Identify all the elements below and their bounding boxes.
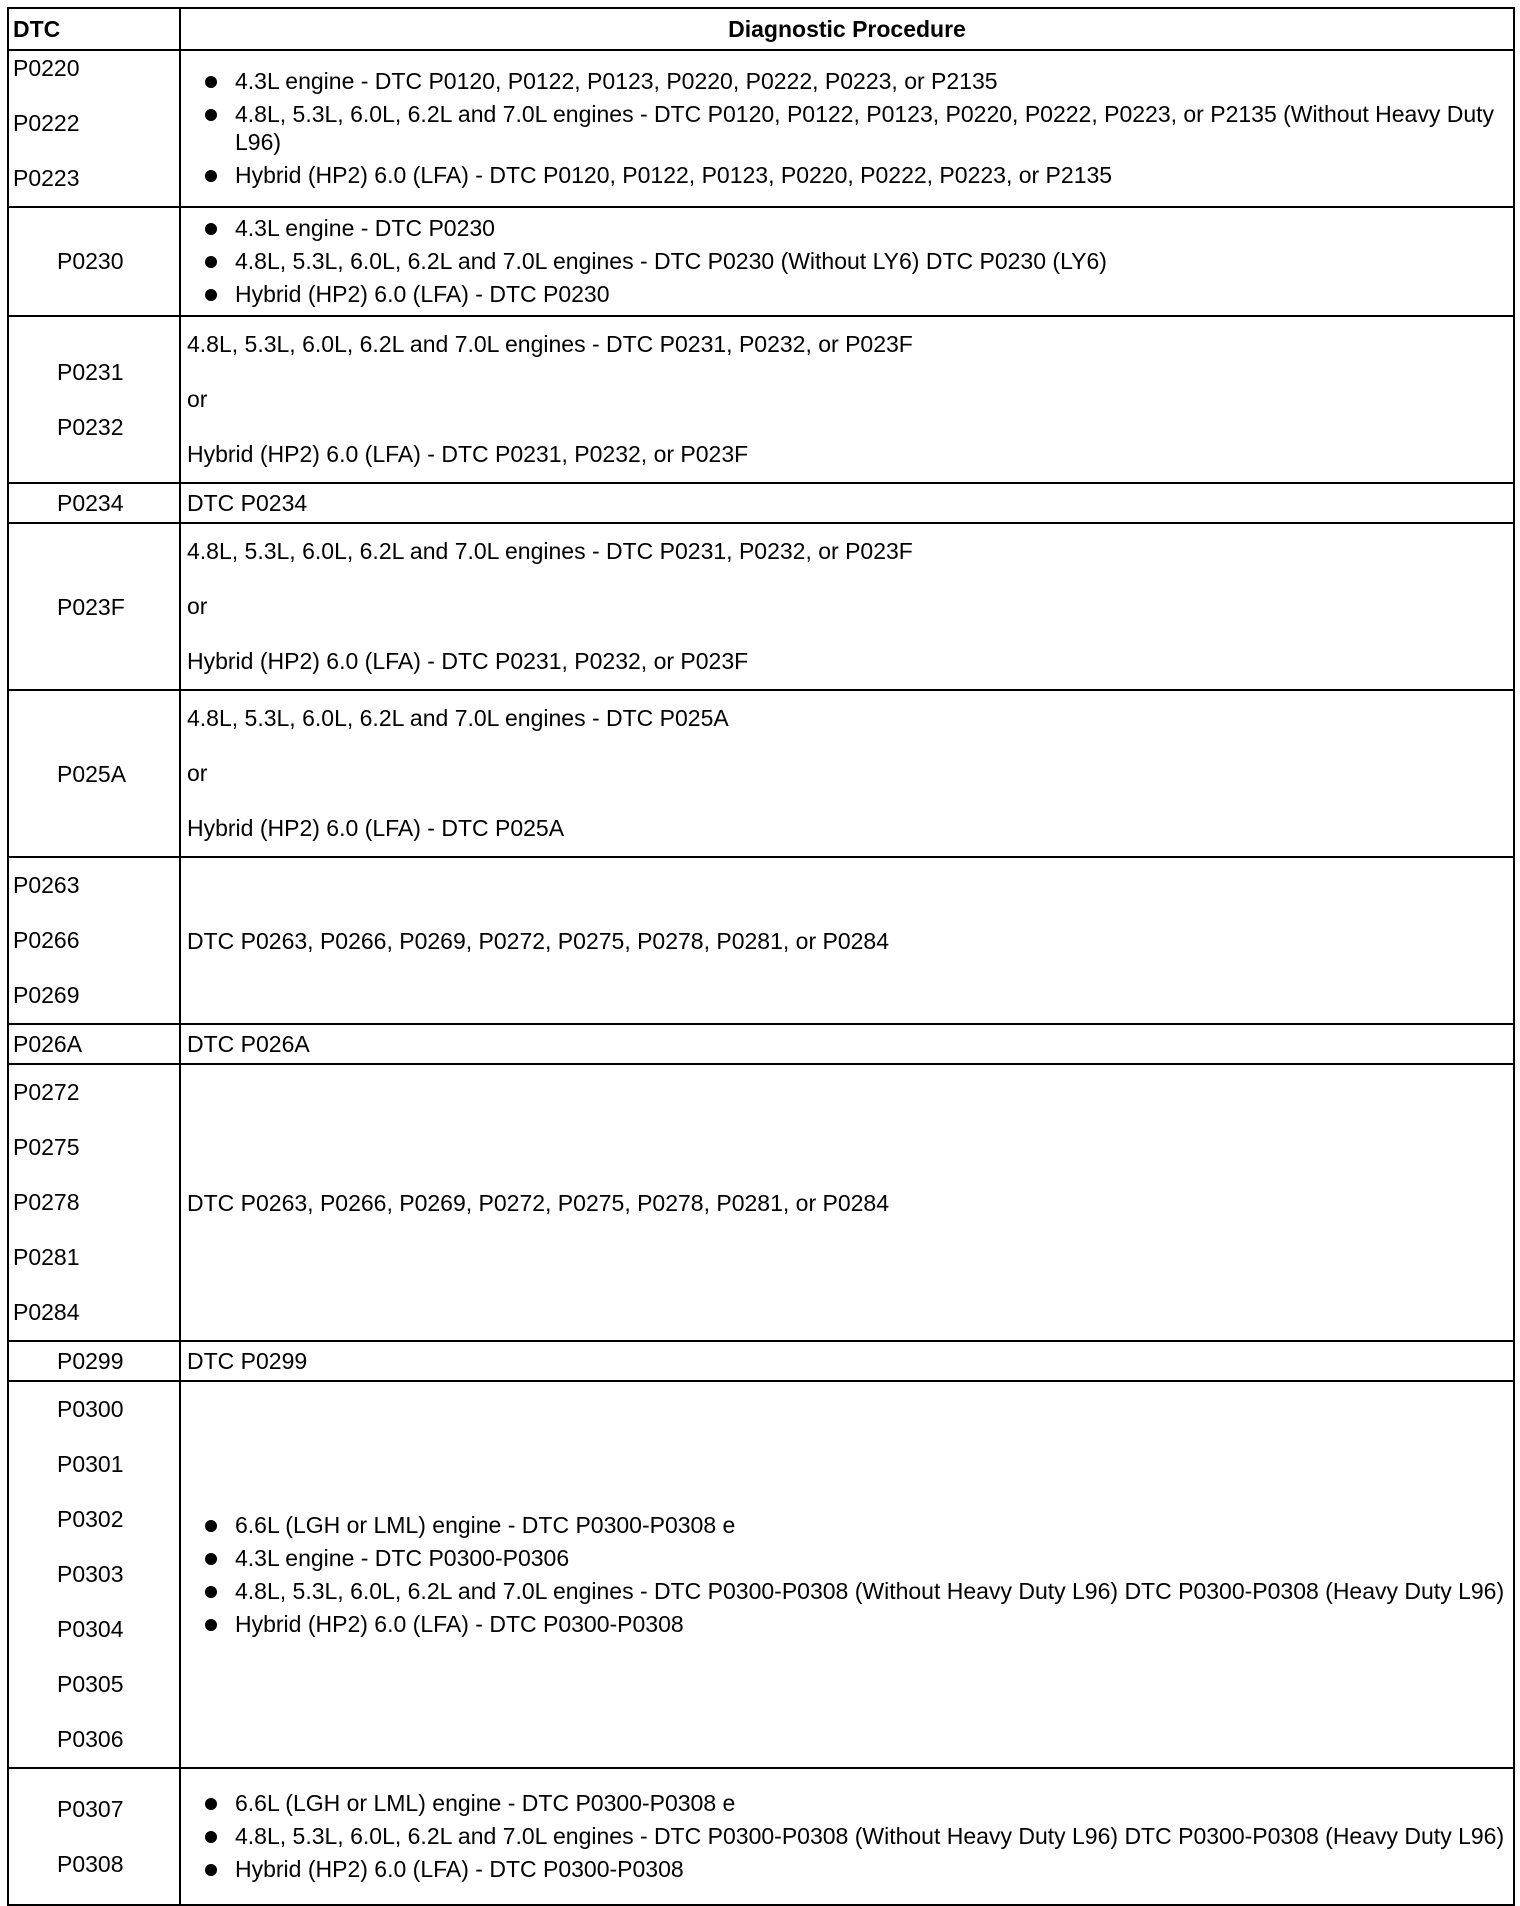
table-row xyxy=(8,50,1514,207)
procedure-cell xyxy=(180,1768,1514,1905)
dtc-code: P0230 xyxy=(57,248,124,274)
procedure-item: 4.8L, 5.3L, 6.0L, 6.2L and 7.0L engines - DTC P0300-P0308 (Without Heavy Duty L96) DTC P0300-P0308 (Heavy Duty L96) xyxy=(187,1822,1509,1850)
procedure-item: Hybrid (HP2) 6.0 (LFA) - DTC P0300-P0308 xyxy=(187,1855,1509,1883)
procedure-header: Diagnostic Procedure xyxy=(180,8,1514,50)
procedure-cell: DTC P026A xyxy=(180,1024,1514,1064)
dtc-cell xyxy=(8,1768,180,1905)
dtc-cell xyxy=(8,523,180,690)
procedure-item: 4.3L engine - DTC P0300-P0306 xyxy=(187,1544,1509,1572)
procedure-cell: DTC P0263, P0266, P0269, P0272, P0275, P0278, P0281, or P0284 xyxy=(180,1064,1514,1341)
procedure-cell: DTC P0234 xyxy=(180,483,1514,523)
dtc-cell xyxy=(8,1381,180,1768)
table-row xyxy=(8,857,1514,1024)
procedure-list xyxy=(187,67,1509,189)
procedure-item: Hybrid (HP2) 6.0 (LFA) - DTC P0120, P0122, P0123, P0220, P0222, P0223, or P2135 xyxy=(187,161,1509,189)
table-row xyxy=(8,523,1514,690)
procedure-cell: DTC P0263, P0266, P0269, P0272, P0275, P0278, P0281, or P0284 xyxy=(180,857,1514,1024)
dtc-code: P0305 xyxy=(57,1671,124,1697)
dtc-code: P0263 xyxy=(13,872,80,898)
dtc-code: P0284 xyxy=(13,1299,80,1325)
table-row xyxy=(8,483,1514,523)
procedure-line: Hybrid (HP2) 6.0 (LFA) - DTC P0231, P0232, or P023F xyxy=(187,441,749,467)
procedure-line: 4.8L, 5.3L, 6.0L, 6.2L and 7.0L engines - DTC P025A xyxy=(187,705,729,731)
table-row xyxy=(8,1341,1514,1381)
procedure-cell xyxy=(180,50,1514,207)
dtc-code: P0281 xyxy=(13,1244,80,1270)
table-row xyxy=(8,207,1514,316)
table-row xyxy=(8,1024,1514,1064)
procedure-list xyxy=(187,1511,1509,1638)
procedure-cell xyxy=(180,690,1514,857)
procedure-line: 4.8L, 5.3L, 6.0L, 6.2L and 7.0L engines - DTC P0231, P0232, or P023F xyxy=(187,538,913,564)
procedure-line: 4.8L, 5.3L, 6.0L, 6.2L and 7.0L engines - DTC P0231, P0232, or P023F xyxy=(187,331,913,357)
procedure-item: 4.3L engine - DTC P0120, P0122, P0123, P0220, P0222, P0223, or P2135 xyxy=(187,67,1509,95)
procedure-item: 6.6L (LGH or LML) engine - DTC P0300-P0308 e xyxy=(187,1511,1509,1539)
dtc-code: P0223 xyxy=(13,165,80,191)
dtc-cell xyxy=(8,50,180,207)
dtc-cell xyxy=(8,483,180,523)
dtc-cell xyxy=(8,1024,180,1064)
dtc-cell xyxy=(8,857,180,1024)
procedure-cell xyxy=(180,316,1514,483)
dtc-code: P0269 xyxy=(13,982,80,1008)
dtc-code: P0266 xyxy=(13,927,80,953)
table-row xyxy=(8,1381,1514,1768)
procedure-line: Hybrid (HP2) 6.0 (LFA) - DTC P025A xyxy=(187,815,565,841)
dtc-cell xyxy=(8,316,180,483)
procedure-cell xyxy=(180,523,1514,690)
dtc-cell xyxy=(8,690,180,857)
dtc-code: P0307 xyxy=(57,1795,124,1822)
table-row xyxy=(8,690,1514,857)
dtc-cell xyxy=(8,1064,180,1341)
procedure-cell xyxy=(180,1381,1514,1768)
procedure-item: 6.6L (LGH or LML) engine - DTC P0300-P0308 e xyxy=(187,1789,1509,1817)
dtc-code: P0304 xyxy=(57,1616,124,1642)
dtc-code: P025A xyxy=(57,760,127,787)
dtc-code: P0299 xyxy=(57,1348,124,1374)
dtc-table xyxy=(7,7,1515,1906)
dtc-code: P026A xyxy=(13,1031,83,1057)
procedure-item: 4.8L, 5.3L, 6.0L, 6.2L and 7.0L engines - DTC P0230 (Without LY6) DTC P0230 (LY6) xyxy=(187,247,1509,275)
table-row xyxy=(8,1064,1514,1341)
procedure-item: 4.8L, 5.3L, 6.0L, 6.2L and 7.0L engines - DTC P0120, P0122, P0123, P0220, P0222, P0223, or P2135 (Without Heavy Duty L96) xyxy=(187,100,1509,156)
dtc-header: DTC xyxy=(8,8,180,50)
dtc-code: P0232 xyxy=(57,413,124,440)
table-row xyxy=(8,316,1514,483)
dtc-cell xyxy=(8,207,180,316)
procedure-item: 4.3L engine - DTC P0230 xyxy=(187,214,1509,242)
table-row xyxy=(8,1768,1514,1905)
dtc-code: P0306 xyxy=(57,1726,124,1752)
dtc-code: P0231 xyxy=(57,358,124,385)
header-row xyxy=(8,8,1514,50)
dtc-code: P0220 xyxy=(13,55,80,81)
dtc-code: P0303 xyxy=(57,1561,124,1587)
dtc-cell xyxy=(8,1341,180,1381)
procedure-list xyxy=(187,214,1509,308)
dtc-code: P023F xyxy=(57,593,125,620)
procedure-item: Hybrid (HP2) 6.0 (LFA) - DTC P0300-P0308 xyxy=(187,1610,1509,1638)
procedure-line: or xyxy=(187,593,208,619)
procedure-list xyxy=(187,1789,1509,1883)
procedure-item: 4.8L, 5.3L, 6.0L, 6.2L and 7.0L engines - DTC P0300-P0308 (Without Heavy Duty L96) DTC P0300-P0308 (Heavy Duty L96) xyxy=(187,1577,1509,1605)
procedure-line: or xyxy=(187,760,208,786)
dtc-code: P0272 xyxy=(13,1079,80,1105)
procedure-item: Hybrid (HP2) 6.0 (LFA) - DTC P0230 xyxy=(187,280,1509,308)
dtc-code: P0300 xyxy=(57,1396,124,1422)
procedure-cell: DTC P0299 xyxy=(180,1341,1514,1381)
dtc-code: P0301 xyxy=(57,1451,124,1477)
dtc-code: P0234 xyxy=(57,490,124,516)
dtc-code: P0275 xyxy=(13,1134,80,1160)
dtc-code: P0308 xyxy=(57,1850,124,1877)
procedure-cell xyxy=(180,207,1514,316)
procedure-line: or xyxy=(187,386,208,412)
dtc-code: P0222 xyxy=(13,110,80,136)
procedure-line: Hybrid (HP2) 6.0 (LFA) - DTC P0231, P0232, or P023F xyxy=(187,648,749,674)
dtc-code: P0302 xyxy=(57,1506,124,1532)
dtc-code: P0278 xyxy=(13,1189,80,1215)
